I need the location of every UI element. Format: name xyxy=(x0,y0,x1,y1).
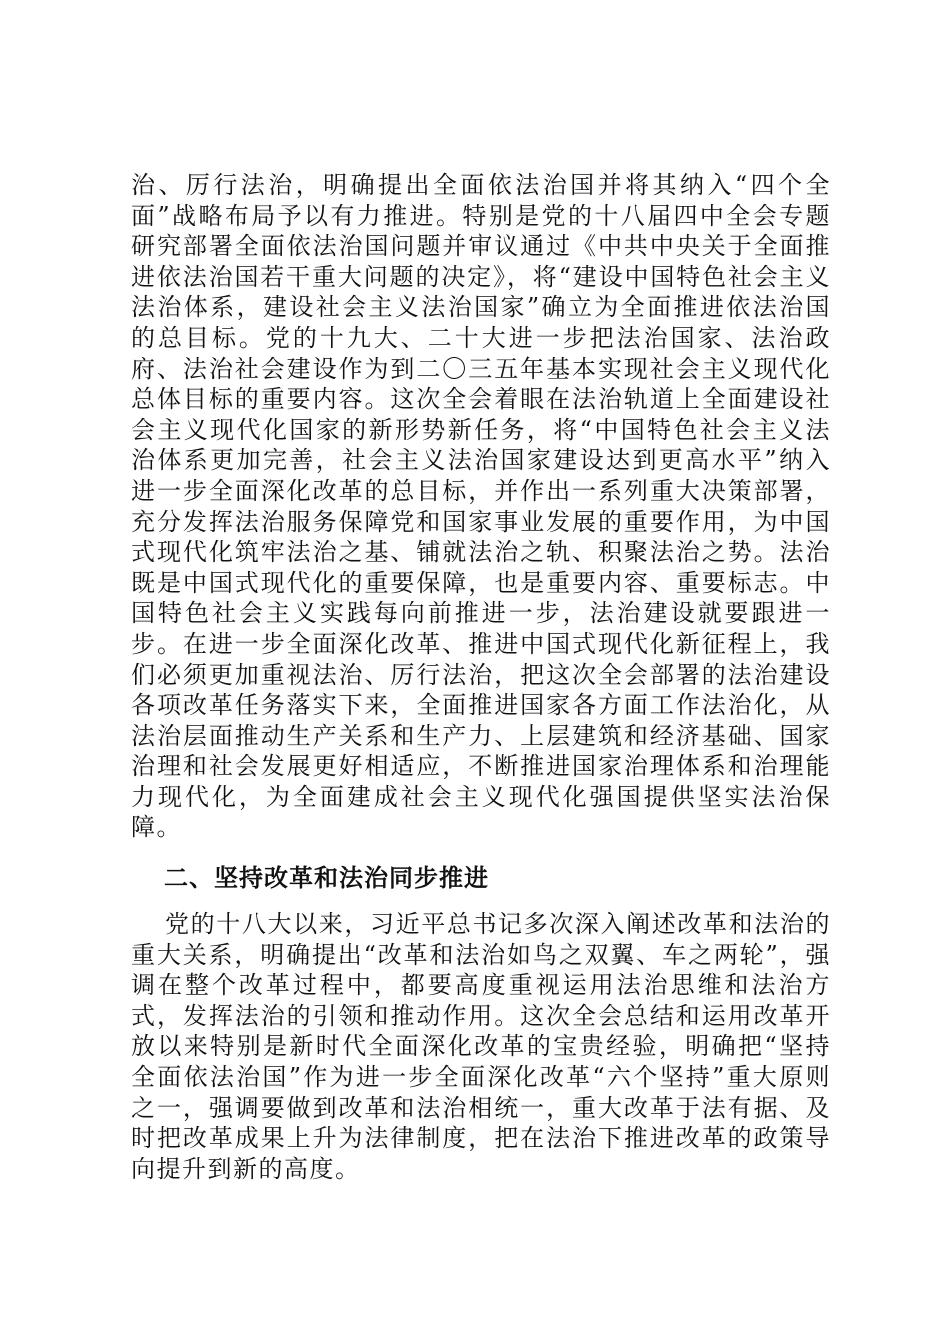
body-paragraph: 治、厉行法治，明确提出全面依法治国并将其纳入“四个全面”战略布局予以有力推进。特别是党的十八届四中全会专题研究部署全面依法治国问题并审议通过《中共中央关于全面推进依法治国若干重大问题的决定》，将“建设中国特色社会主义法治体系，建设社会主义法治国家”确立为全面推进依法治国的总目标。党的十九大、二十大进一步把法治国家、法治政府、法治社会建设作为到二〇三五年基本实现社会主义现代化总体目标的重要内容。这次全会着眼在法治轨道上全面建设社会主义现代化国家的新形势新任务，将“中国特色社会主义法治体系更加完善，社会主义法治国家建设达到更高水平”纳入进一步全面深化改革的总目标，并作出一系列重大决策部署，充分发挥法治服务保障党和国家事业发展的重要作用，为中国式现代化筑牢法治之基、铺就法治之轨、积聚法治之势。法治既是中国式现代化的重要保障，也是重要内容、重要标志。中国特色社会主义实践每向前推进一步，法治建设就要跟进一步。在进一步全面深化改革、推进中国式现代化新征程上，我们必须更加重视法治、厉行法治，把这次全会部署的法治建设各项改革任务落实下来，全面推进国家各方面工作法治化，从法治层面推动生产关系和生产力、上层建筑和经济基础、国家治理和社会发展更好相适应，不断推进国家治理体系和治理能力现代化，为全面建成社会主义现代化强国提供坚实法治保障。 xyxy=(131,171,831,842)
body-paragraph: 党的十八大以来，习近平总书记多次深入阐述改革和法治的重大关系，明确提出“改革和法治如鸟之双翼、车之两轮”，强调在整个改革过程中，都要高度重视运用法治思维和法治方式，发挥法治的引领和推动作用。这次全会总结和运用改革开放以来特别是新时代全面深化改革的宝贵经验，明确把“坚持全面依法治国”作为进一步全面深化改革“六个坚持”重大原则之一，强调要做到改革和法治相统一，重大改革于法有据、及时把改革成果上升为法律制度，把在法治下推进改革的政策导向提升到新的高度。 xyxy=(131,910,831,1183)
section-heading: 二、坚持改革和法治同步推进 xyxy=(164,864,489,893)
document-page xyxy=(131,170,831,1184)
